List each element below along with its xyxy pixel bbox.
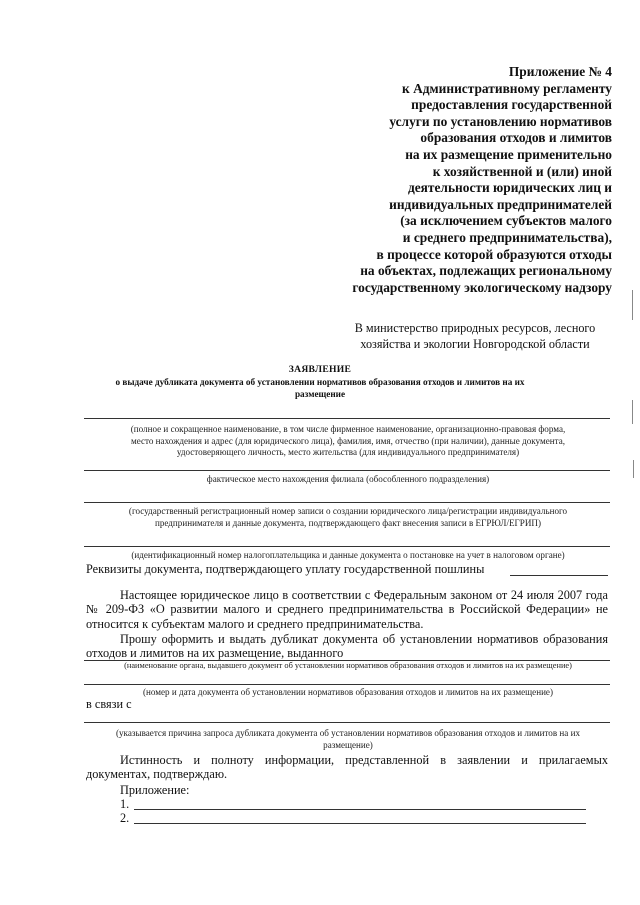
inn-caption: (идентификационный номер налогоплательщика и данные документа о постановке на учет в налоговом органе) (131, 550, 565, 560)
registration-caption (70, 506, 626, 529)
annex-line: Приложение № 4 (508, 64, 612, 79)
annex-line: на их размещение применительно (405, 146, 612, 162)
applicant-name-field[interactable] (84, 418, 610, 419)
annex-line: образования отходов и лимитов (420, 130, 612, 146)
caption-line: (полное и сокращенное наименование, в том числе фирменное наименование, организационно-правовая форма, (130, 424, 566, 434)
caption-line: (указывается причина запроса дубликата документа об установлении нормативов образования отходов и лимитов на их (115, 728, 581, 738)
branch-location-field[interactable] (84, 470, 610, 471)
document-title: ЗАЯВЛЕНИЕ (288, 364, 352, 375)
annex-line: предоставления государственной (411, 97, 612, 113)
document-number-field[interactable] (84, 684, 610, 685)
attachment-item-number: 2. (120, 811, 130, 825)
applicant-name-caption (70, 424, 626, 459)
branch-location-caption: фактическое место нахождения филиала (обособленного подразделения) (206, 474, 490, 484)
document-heading (80, 364, 560, 400)
caption-line: удостоверяющего личность, место жительства (для индивидуального предпринимателя) (176, 447, 520, 458)
confirmation-paragraph: Истинность и полноту информации, представленной в заявлении и прилагаемых документах, подтверждаю. (86, 753, 608, 782)
annex-line: услуги по установлению нормативов (389, 113, 612, 129)
annex-line: в процессе которой образуются отходы (376, 246, 612, 262)
payment-details-label: Реквизиты документа, подтверждающего уплату государственной пошлины (86, 562, 485, 576)
attachment-item-1-field[interactable] (134, 809, 586, 810)
document-subtitle: размещение (294, 389, 346, 399)
attachment-item-number: 1. (120, 797, 130, 811)
inn-field[interactable] (84, 546, 610, 547)
caption-line: место нахождения и адрес (для юридического лица), фамилия, имя, отчество (при наличии), данные документа, (130, 435, 566, 446)
annex-header (312, 64, 612, 296)
registration-field[interactable] (84, 502, 610, 503)
reason-caption (70, 728, 626, 751)
scan-mark (633, 460, 634, 478)
annex-line: (за исключением субъектов малого (400, 213, 612, 229)
recipient-line: В министерство природных ресурсов, лесного (354, 321, 596, 335)
annex-line: государственному экологическому надзору (352, 279, 612, 295)
annex-line: деятельности юридических лиц и (407, 180, 612, 196)
caption-line: размещение) (323, 739, 373, 750)
annex-line: к хозяйственной и (или) иной (432, 163, 612, 179)
recipient-line: хозяйства и экологии Новгородской области (360, 336, 590, 351)
attachment-item-2-field[interactable] (134, 823, 586, 824)
caption-line: предпринимателя и данные документа, подтверждающего факт внесения записи в ЕГРЮЛ/ЕГРИП) (154, 517, 542, 528)
reason-label: в связи с (86, 697, 132, 711)
recipient-block (330, 321, 620, 352)
reason-field[interactable] (84, 722, 610, 723)
annex-line: и среднего предпринимательства), (402, 229, 612, 245)
annex-line: индивидуальных предпринимателей (389, 196, 612, 212)
annex-line: на объектах, подлежащих региональному (360, 263, 612, 279)
scan-mark (632, 400, 633, 424)
smb-status-paragraph: Настоящее юридическое лицо в соответствии с Федеральным законом от 24 июля 2007 года № 209-ФЗ «О развитии малого и среднего предпринимательства в Российской Федерации» не относится к субъектам малого и среднего предпринимательства. (86, 588, 608, 631)
attachments-label: Приложение: (120, 783, 190, 797)
caption-line: (государственный регистрационный номер записи о создании юридического лица/регистрации индивидуального (128, 506, 568, 516)
issuing-organ-caption: (наименование органа, выдавшего документ об установлении нормативов образования отходов и лимитов на их размещение) (124, 661, 572, 670)
document-number-caption: (номер и дата документа об установлении нормативов образования отходов и лимитов на их размещение) (142, 687, 553, 697)
document-subtitle: о выдаче дубликата документа об установлении нормативов образования отходов и лимитов на их (115, 377, 525, 387)
scan-mark (632, 290, 633, 320)
payment-details-field[interactable] (510, 575, 608, 576)
request-paragraph: Прошу оформить и выдать дубликат документа об установлении нормативов образования отходов и лимитов на их размещение, выданного (86, 632, 608, 661)
annex-line: к Административному регламенту (402, 80, 612, 96)
